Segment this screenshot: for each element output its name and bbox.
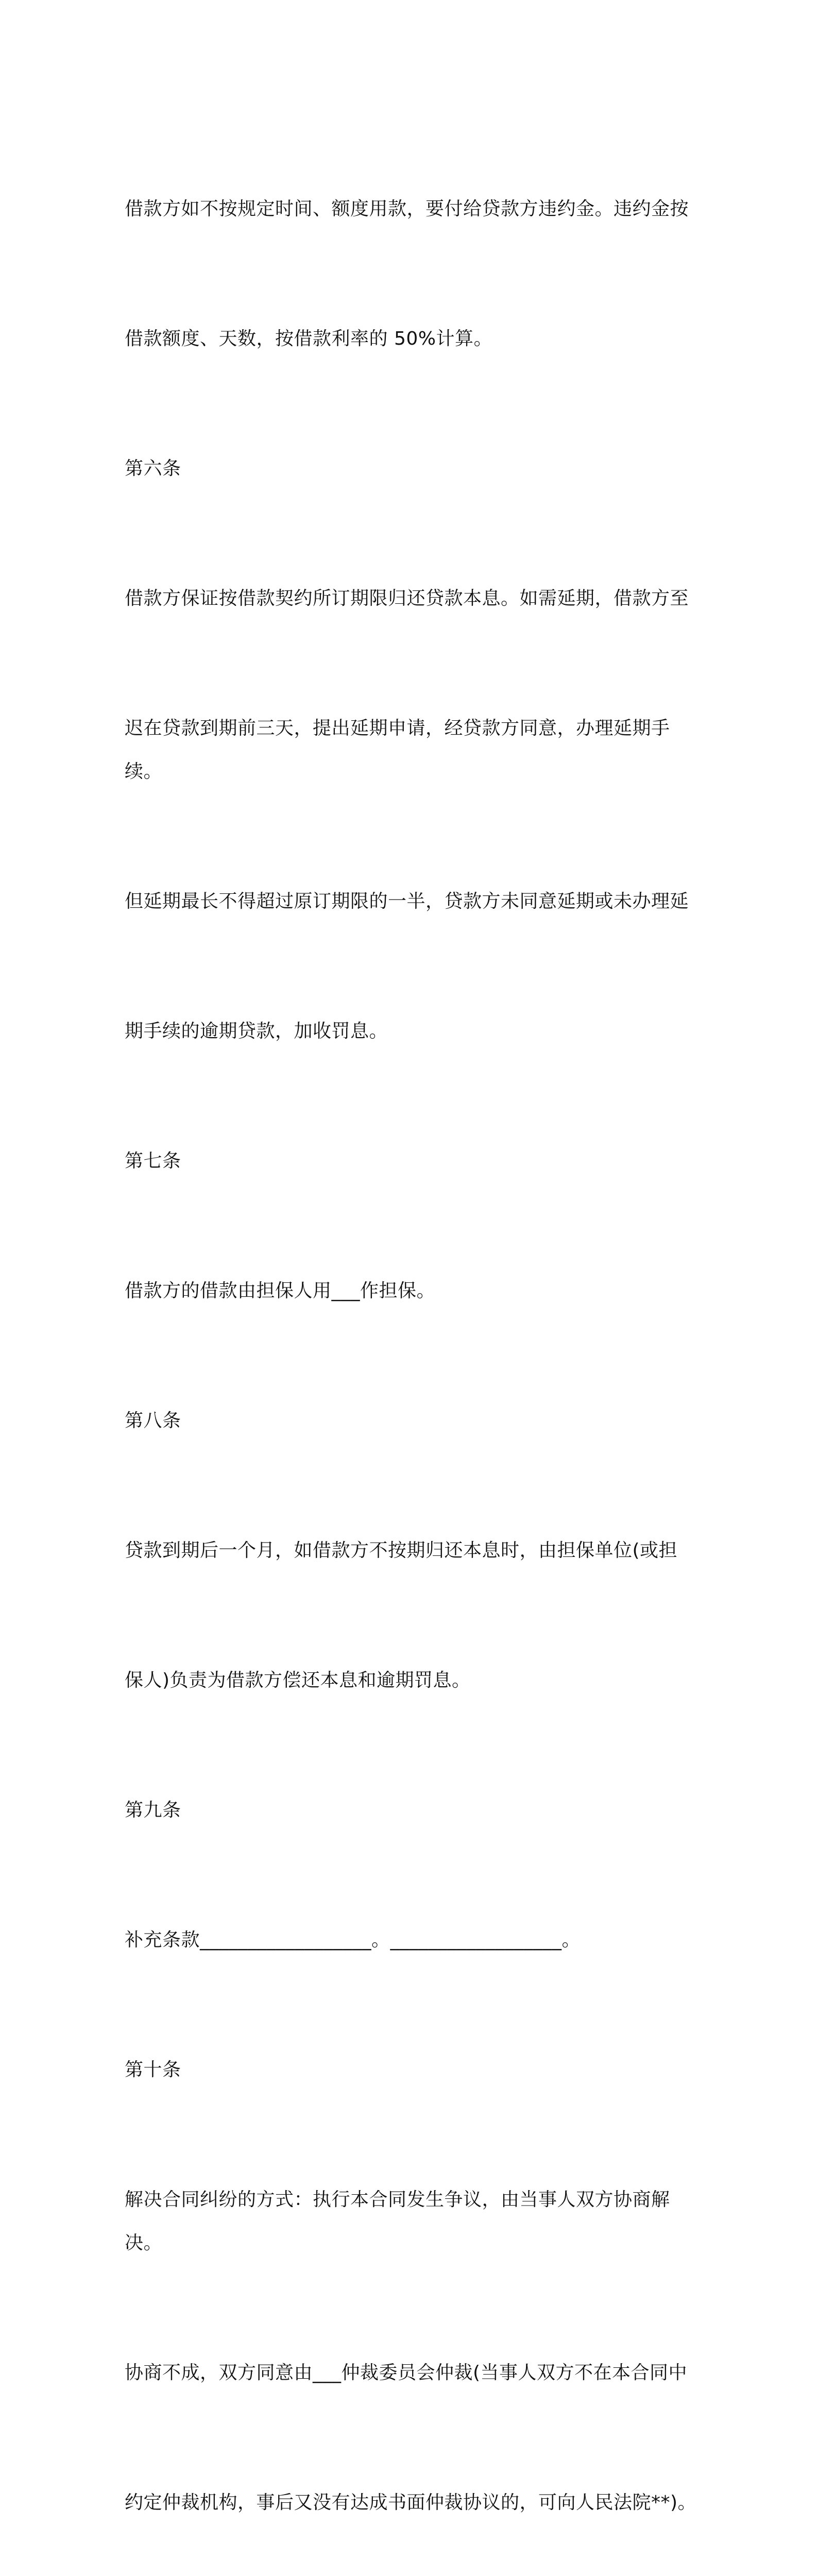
text-line: 借款方的借款由担保人用___作担保。 (125, 1280, 436, 1301)
paragraph (125, 101, 702, 447)
paragraph (125, 490, 702, 1140)
article-heading-6: 第六条 (125, 458, 181, 479)
text-line: 协商不成，双方同意由___仲裁委员会仲裁(当事人双方不在本合同中 (125, 2362, 688, 2383)
text-line: 贷款到期后一个月，如借款方不按期归还本息时，由担保单位(或担 (125, 1540, 678, 1561)
paragraph (125, 1183, 702, 1399)
paragraph (125, 1443, 702, 1789)
text-line: 保人)负责为借款方偿还本息和逾期罚息。 (125, 1670, 471, 1691)
text-line: 迟在贷款到期前三天，提出延期申请，经贷款方同意，办理延期手续。 (125, 718, 670, 782)
text-line: 约定仲裁机构，事后又没有达成书面仲裁协议的，可向人民法院**)。 (125, 2492, 697, 2513)
article-heading-9: 第九条 (125, 1800, 181, 1821)
article-heading-8: 第八条 (125, 1410, 181, 1431)
text-line: 期手续的逾期贷款，加收罚息。 (125, 1021, 388, 1042)
text-line: 但延期最长不得超过原订期限的一半，贷款方未同意延期或未办理延 (125, 891, 689, 912)
paragraph (125, 2092, 702, 2576)
text-line: 借款方如不按规定时间、额度用款，要付给贷款方违约金。违约金按 (125, 198, 689, 219)
text-line: 借款额度、天数，按借款利率的 50%计算。 (125, 328, 492, 349)
article-heading-10: 第十条 (125, 2059, 181, 2080)
text-line: 补充条款__________________。__________________。 (125, 1929, 581, 1951)
document-body (125, 101, 702, 2576)
text-line: 解决合同纠纷的方式：执行本合同发生争议，由当事人双方协商解决。 (125, 2189, 670, 2253)
text-line: 借款方保证按借款契约所订期限归还贷款本息。如需延期，借款方至 (125, 588, 689, 609)
paragraph (125, 1832, 702, 2048)
article-heading-7: 第七条 (125, 1150, 181, 1172)
